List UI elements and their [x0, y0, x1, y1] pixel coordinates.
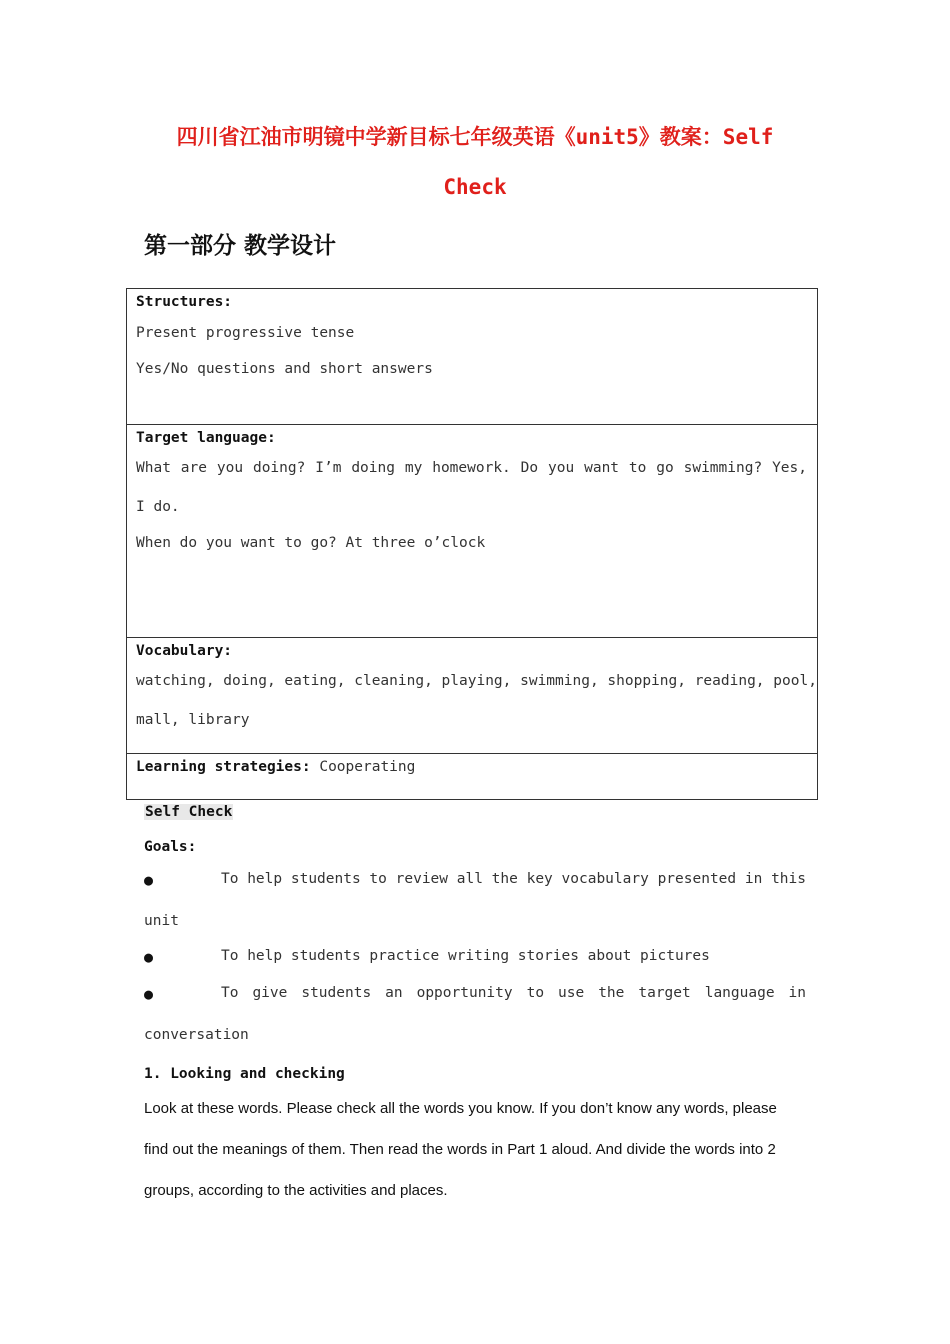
target-language-line: What are you doing? I’m doing my homework. Do you want to go swimming? Yes,: [136, 460, 807, 476]
structures-label: Structures:: [136, 294, 233, 310]
self-check-text: Self Check: [145, 804, 233, 820]
part1-heading: 1. Looking and checking: [144, 1066, 345, 1082]
goal-item-wrap: [144, 913, 806, 929]
structures-cell: [127, 289, 817, 425]
target-language-line: When do you want to go? At three o’clock: [136, 535, 486, 551]
section-heading: 第一部分 教学设计: [144, 232, 337, 259]
vocabulary-label: Vocabulary:: [136, 643, 233, 659]
structures-line: Yes/No questions and short answers: [136, 361, 433, 377]
paragraph-line: Look at these words. Please check all the words you know. If you don’t know any words, please: [144, 1100, 777, 1117]
goal-text-wrap: conversation: [144, 1027, 249, 1043]
learning-strategies-value: Cooperating: [310, 759, 416, 775]
vocabulary-cell: [127, 638, 817, 754]
paragraph-line: find out the meanings of them. Then read the words in Part 1 aloud. And divide the words into 2: [144, 1141, 776, 1158]
document-title-line2: Check: [443, 175, 507, 199]
goal-text: To help students to review all the key vocabulary presented in this: [221, 871, 806, 887]
vocabulary-line: watching, doing, eating, cleaning, playing, swimming, shopping, reading, pool,: [136, 673, 817, 689]
goals-label: Goals:: [144, 839, 197, 855]
teaching-design-table: [126, 288, 818, 800]
goal-text-wrap: unit: [144, 913, 179, 929]
bullet-icon: ●: [144, 985, 154, 1003]
part1-paragraph: [144, 1088, 806, 1211]
document-title-line1: 四川省江油市明镜中学新目标七年级英语《unit5》教案：Self: [176, 125, 774, 149]
bullet-icon: ●: [144, 871, 154, 889]
structures-line: Present progressive tense: [136, 325, 355, 341]
learning-strategies-cell: [127, 754, 817, 799]
paragraph-line: groups, according to the activities and places.: [144, 1182, 448, 1199]
self-check-heading: [144, 801, 806, 823]
target-language-cell: [127, 425, 817, 638]
learning-strategies-label: Learning strategies:: [136, 759, 311, 775]
bullet-icon: ●: [144, 948, 154, 966]
target-language-line: I do.: [136, 499, 180, 515]
goal-text: To give students an opportunity to use the target language in: [221, 985, 806, 1001]
target-language-label: Target language:: [136, 430, 276, 446]
goal-text: To help students practice writing stories about pictures: [221, 948, 710, 964]
vocabulary-line: mall, library: [136, 712, 250, 728]
goal-item-wrap: [144, 1027, 806, 1043]
